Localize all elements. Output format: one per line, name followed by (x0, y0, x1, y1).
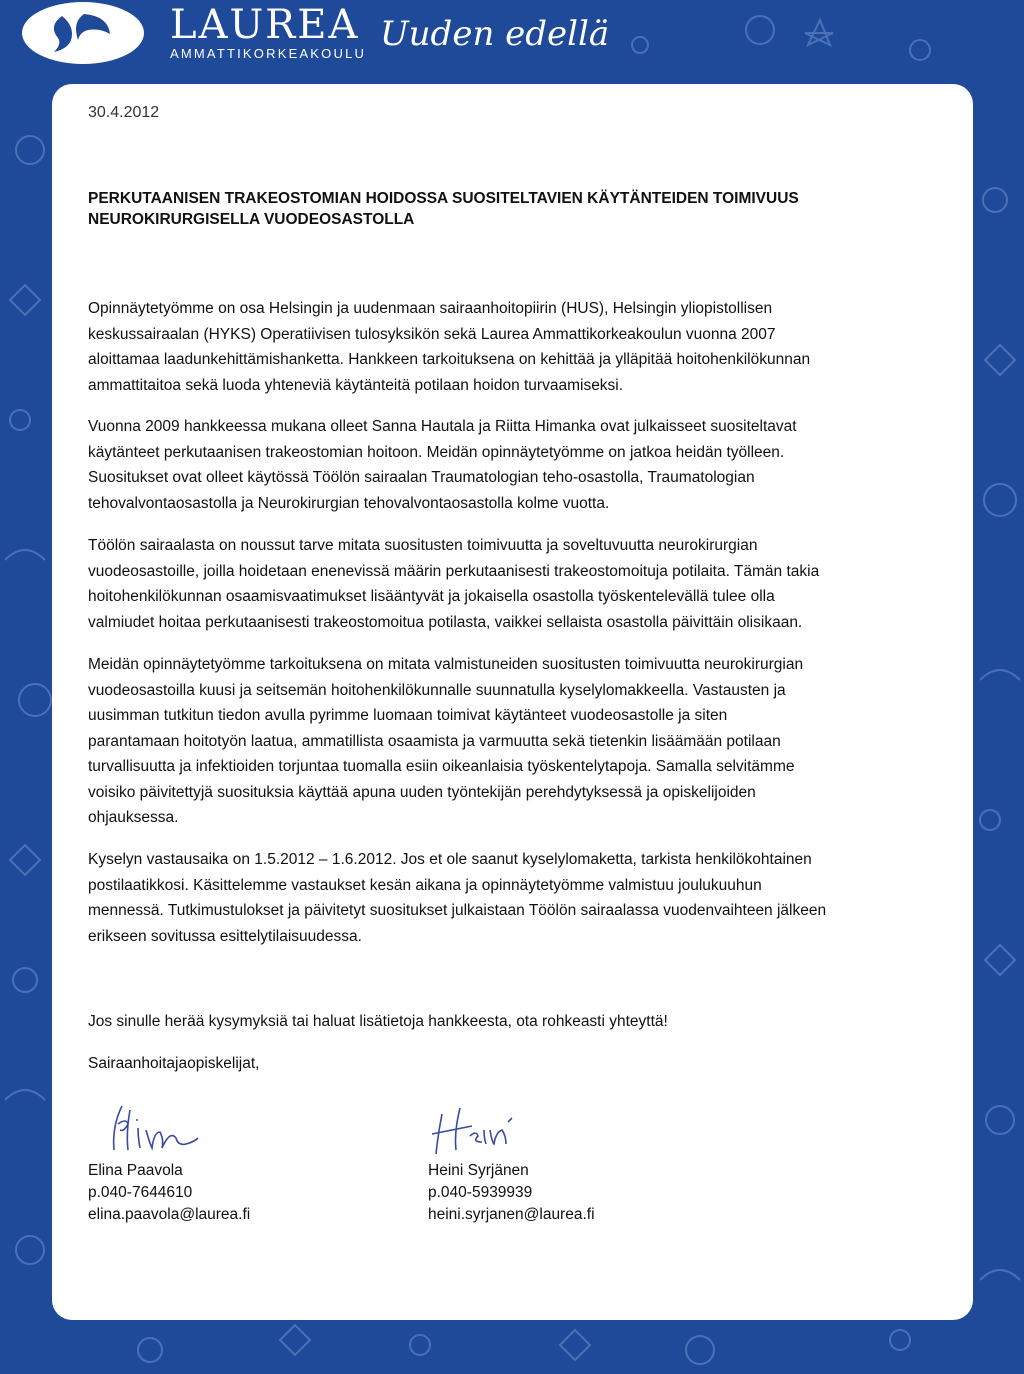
paragraph-line: Opinnäytetyömme on osa Helsingin ja uudenmaan sairaanhoitopiirin (HUS), Helsingin yliopistollisen (88, 300, 773, 317)
signature-heini (424, 1100, 524, 1158)
paragraph-line: voisiko päivitettyjä suosituksia käyttää apuna uuden työntekijän perehdytyksessä ja opiskelijoiden (88, 783, 756, 801)
paragraph-line: parantamaan hoitotyön laatua, ammatillista osaamista ja varmuutta sekä tietenkin lisäämään potilaan (88, 732, 781, 750)
signature-elina (100, 1100, 210, 1158)
signer-name: Elina Paavola (88, 1162, 183, 1179)
laurea-logo (22, 2, 144, 64)
paragraph-line: hoitohenkilökunnan osaamisvaatimukset lisääntyvät ja jokaisella osastolla työskentelevällä tulee olla (88, 588, 775, 605)
signer-phone: p.040-7644610 (88, 1184, 193, 1201)
paragraph-line: erikseen sovitussa esittelytilaisuudessa. (88, 927, 362, 945)
paragraph-line: Suositukset ovat olleet käytössä Töölön sairaalan Traumatologian teho-osastolla, Traumatologian (88, 469, 755, 486)
title-line: NEUROKIRURGISELLA VUODEOSASTOLLA (88, 211, 415, 228)
paragraph-line: Töölön sairaalasta on noussut tarve mitata suositusten toimivuutta ja soveltuvuutta neurokirurgian (88, 537, 758, 554)
paragraph-line: Meidän opinnäytetyömme tarkoituksena on mitata valmistuneiden suositusten toimivuutta neurokirurgian (88, 656, 804, 673)
paragraph-line: ammattitaitoa sekä luoda yhteneviä käytänteitä potilaan hoidon turvaamiseksi. (88, 376, 624, 394)
letter-date: 30.4.2012 (88, 104, 160, 121)
slogan: Uuden edellä (380, 14, 610, 54)
signer-name: Heini Syrjänen (428, 1162, 529, 1179)
paragraph-line: vuodeosastoilla kuusi ja seitsemän hoitohenkilökunnalle suunnatulla kyselylomakkeella. Vastausten ja (88, 681, 786, 699)
paragraph-line: vuodeosastoille, joilla hoidetaan enenevissä määrin perkutaanisesti trakeostomoituja potilaita. Tämän takia (88, 562, 820, 580)
signer-elina (88, 1160, 250, 1226)
letterhead-header (0, 0, 1024, 80)
paragraph-2 (88, 414, 948, 516)
paragraph-line: valmiudet hoitaa perkutaanisesti trakeostomoitua potilasta, vaikkei sellaista osastolla päivittäin olisikaan. (88, 613, 803, 631)
paragraph-4 (88, 652, 948, 831)
logo-name: LAUREA (170, 2, 360, 48)
signer-email: heini.syrjanen@laurea.fi (428, 1206, 595, 1223)
sign-off (88, 1051, 948, 1077)
logo-emblem-icon (22, 2, 144, 64)
paragraph-line: mennessä. Tutkimustulokset ja päivitetyt suositukset julkaistaan Töölön sairaalassa vuodenvaihteen jälkeen (88, 902, 827, 919)
paragraph-3 (88, 533, 948, 635)
letter-title (88, 188, 908, 230)
signer-heini (428, 1160, 595, 1226)
paragraph-line: Vuonna 2009 hankkeessa mukana olleet Sanna Hautala ja Riitta Himanka ovat julkaisseet suositeltavat (88, 418, 797, 435)
signer-email: elina.paavola@laurea.fi (88, 1206, 251, 1223)
paragraph-1 (88, 296, 948, 398)
paragraph-line: keskussairaalan (HYKS) Operatiivisen tulosyksikön sekä Laurea Ammattikorkeakoulun vuonna 2007 (88, 325, 776, 343)
title-line: PERKUTAANISEN TRAKEOSTOMIAN HOIDOSSA SUOSITELTAVIEN KÄYTÄNTEIDEN TOIMIVUUS (88, 190, 799, 207)
paragraph-5 (88, 847, 948, 949)
paragraph-line: postilaatikkosi. Käsittelemme vastaukset kesän aikana ja opinnäytetyömme valmistuu joulukuuhun (88, 876, 762, 894)
paragraph-line: Sairaanhoitajaopiskelijat, (88, 1055, 260, 1072)
paragraph-line: ohjauksessa. (88, 809, 179, 826)
paragraph-line: Kyselyn vastausaika on 1.5.2012 – 1.6.2012. Jos et ole saanut kyselylomaketta, tarkista henkilökohtainen (88, 851, 812, 868)
logo-subtitle: AMMATTIKORKEAKOULU (170, 46, 367, 61)
signer-phone: p.040-5939939 (428, 1184, 533, 1201)
paragraph-line: uusimman tutkitun tiedon avulla pyrimme luomaan toimivat käytänteet vuodeosastolle ja siten (88, 707, 728, 724)
paragraph-line: aloittamaa laadunkehittämishanketta. Hankkeen tarkoituksena on kehittää ja ylläpitää hoitohenkilökunnan (88, 351, 811, 368)
paragraph-line: turvallisuutta ja infektioiden torjuntaa tuomalla esiin oikeanlaisia työskentelytapoja. Samalla selvitämme (88, 758, 795, 775)
paragraph-line: tehovalvontaosastolla ja Neurokirurgian tehovalvontaosastolla kolme vuotta. (88, 494, 610, 512)
paragraph-line: käytänteet perkutaanisen trakeostomian hoitoon. Meidän opinnäytetyömme on jatkoa heidän työlleen. (88, 443, 785, 461)
closing-question (88, 1009, 948, 1035)
paragraph-line: Jos sinulle herää kysymyksiä tai haluat lisätietoja hankkeesta, ota rohkeasti yhteyttä! (88, 1013, 668, 1030)
